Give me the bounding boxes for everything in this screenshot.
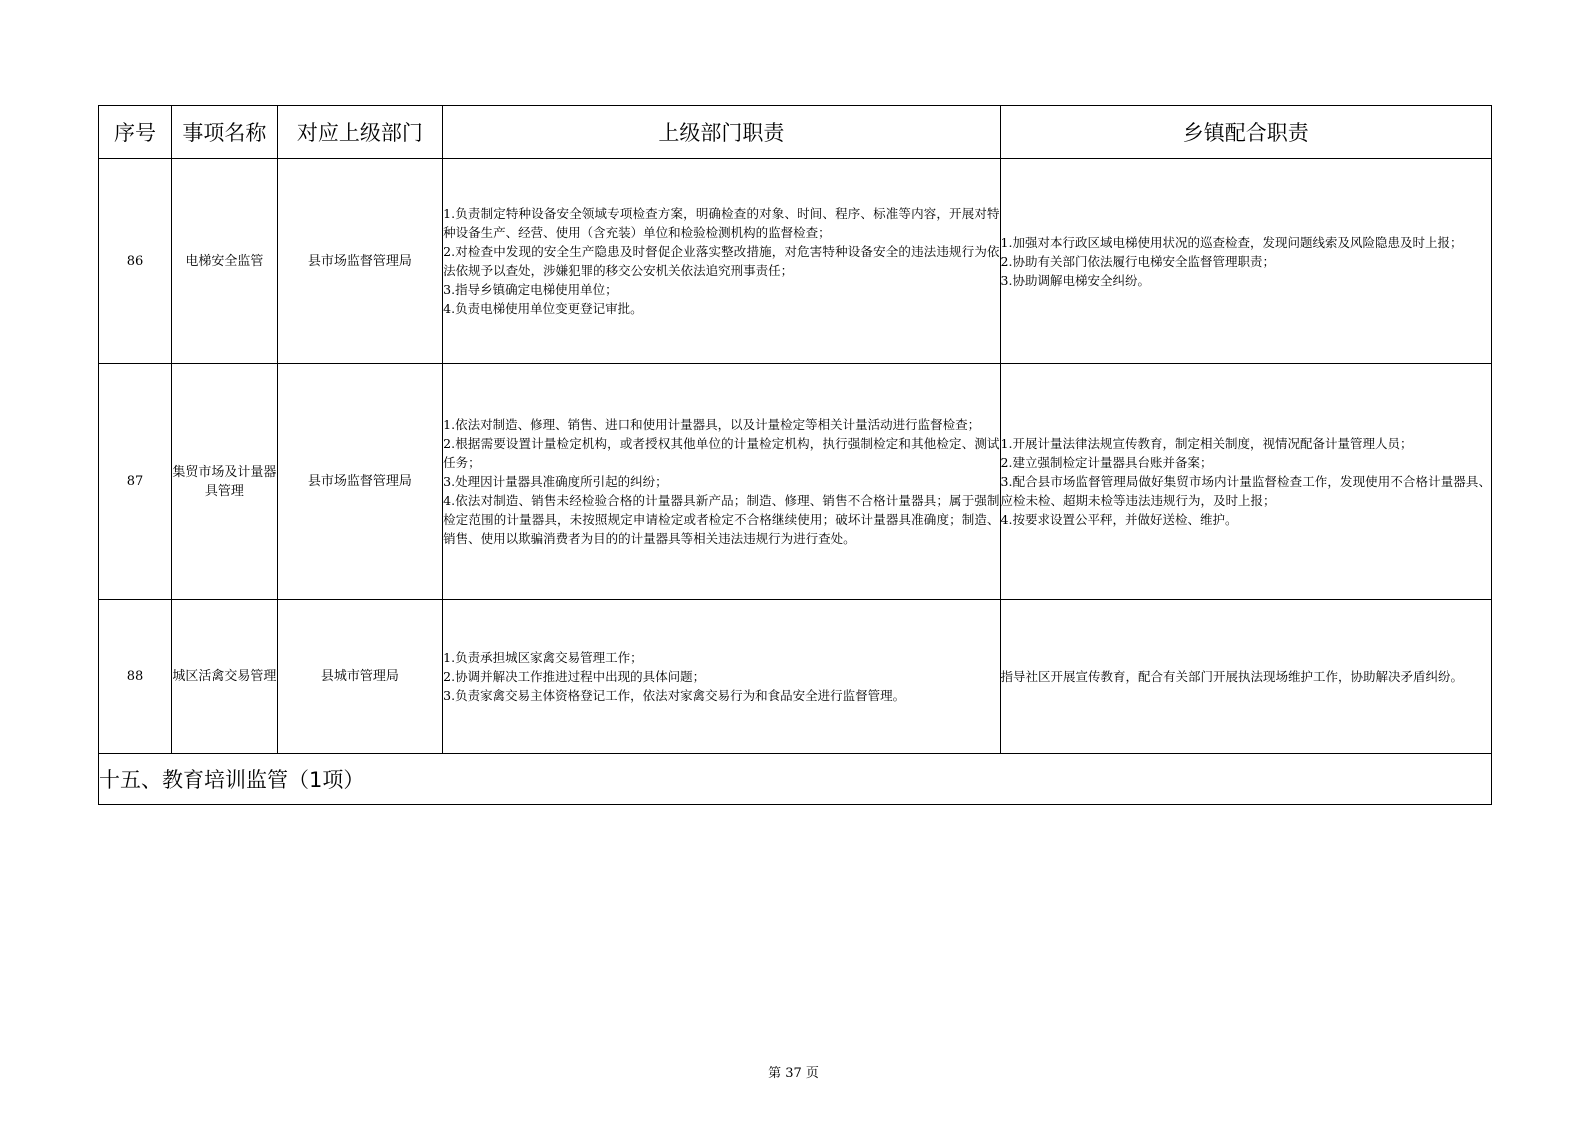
table-row bbox=[99, 364, 1492, 600]
duty-line: 2.协调并解决工作推进过程中出现的具体问题； bbox=[443, 669, 706, 684]
table-row bbox=[99, 159, 1492, 364]
duty-line: 3.指导乡镇确定电梯使用单位； bbox=[443, 282, 618, 297]
duty-line: 2.对检查中发现的安全生产隐患及时督促企业落实整改措施，对危害特种设备安全的违法违规行为依法依规予以查处，涉嫌犯罪的移交公安机关依法追究刑事责任； bbox=[443, 244, 1000, 278]
duty-line: 4.按要求设置公平秤，并做好送检、维护。 bbox=[1000, 512, 1238, 527]
row-superior-duties bbox=[443, 159, 1000, 364]
section-heading: 十五、教育培训监管（1项） bbox=[99, 754, 1492, 805]
row-department: 县市场监督管理局 bbox=[277, 364, 442, 600]
duty-line: 4.依法对制造、销售未经检验合格的计量器具新产品；制造、修理、销售不合格计量器具；属于强制检定范围的计量器具，未按照规定申请检定或者检定不合格继续使用；破坏计量器具准确度；制造、销售、使用以欺骗消费者为目的的计量器具等相关违法违规行为进行查处。 bbox=[443, 493, 1000, 546]
row-township-duties bbox=[1000, 600, 1491, 754]
header-superior-duties: 上级部门职责 bbox=[443, 106, 1000, 159]
row-superior-duties bbox=[443, 600, 1000, 754]
table-row bbox=[99, 600, 1492, 754]
header-township-duties: 乡镇配合职责 bbox=[1000, 106, 1491, 159]
duty-line: 1.负责承担城区家禽交易管理工作； bbox=[443, 650, 643, 665]
row-number: 86 bbox=[99, 159, 172, 364]
duty-line: 1.开展计量法律法规宣传教育，制定相关制度，视情况配备计量管理人员； bbox=[1000, 436, 1413, 451]
duty-line: 4.负责电梯使用单位变更登记审批。 bbox=[443, 301, 643, 316]
header-superior-department: 对应上级部门 bbox=[277, 106, 442, 159]
row-item-name: 城区活禽交易管理 bbox=[172, 600, 278, 754]
duty-line: 1.负责制定特种设备安全领域专项检查方案，明确检查的对象、时间、程序、标准等内容，开展对特种设备生产、经营、使用（含充装）单位和检验检测机构的监督检查； bbox=[443, 206, 1000, 240]
duty-line: 2.建立强制检定计量器具台账并备案； bbox=[1000, 455, 1213, 470]
duty-line: 3.协助调解电梯安全纠纷。 bbox=[1000, 272, 1150, 288]
row-superior-duties bbox=[443, 364, 1000, 600]
duty-line: 3.配合县市场监督管理局做好集贸市场内计量监督检查工作，发现使用不合格计量器具、应检未检、超期未检等违法违规行为，及时上报； bbox=[1000, 474, 1491, 508]
responsibility-table bbox=[98, 105, 1492, 805]
duty-line: 指导社区开展宣传教育，配合有关部门开展执法现场维护工作，协助解决矛盾纠纷。 bbox=[1000, 669, 1464, 684]
row-department: 县城市管理局 bbox=[277, 600, 442, 754]
duty-line: 2.根据需要设置计量检定机构，或者授权其他单位的计量检定机构，执行强制检定和其他检定、测试任务； bbox=[443, 436, 1000, 470]
duty-line: 1.依法对制造、修理、销售、进口和使用计量器具，以及计量检定等相关计量活动进行监督检查； bbox=[443, 417, 981, 432]
row-item-name: 电梯安全监管 bbox=[172, 159, 278, 364]
row-township-duties bbox=[1000, 159, 1491, 364]
row-township-duties bbox=[1000, 364, 1491, 600]
row-number: 88 bbox=[99, 600, 172, 754]
row-item-name: 集贸市场及计量器具管理 bbox=[172, 364, 278, 600]
table-header-row bbox=[99, 106, 1492, 159]
duty-line: 1.加强对本行政区域电梯使用状况的巡查检查，发现问题线索及风险隐患及时上报； bbox=[1000, 234, 1463, 250]
header-serial-number: 序号 bbox=[99, 106, 172, 159]
section-heading-row bbox=[99, 754, 1492, 805]
row-department: 县市场监督管理局 bbox=[277, 159, 442, 364]
row-number: 87 bbox=[99, 364, 172, 600]
page-number: 第 37 页 bbox=[768, 1066, 819, 1081]
duty-line: 3.负责家禽交易主体资格登记工作，依法对家禽交易行为和食品安全进行监督管理。 bbox=[443, 688, 906, 703]
header-item-name: 事项名称 bbox=[172, 106, 278, 159]
duty-line: 3.处理因计量器具准确度所引起的纠纷； bbox=[443, 474, 668, 489]
duty-line: 2.协助有关部门依法履行电梯安全监督管理职责； bbox=[1000, 253, 1275, 269]
